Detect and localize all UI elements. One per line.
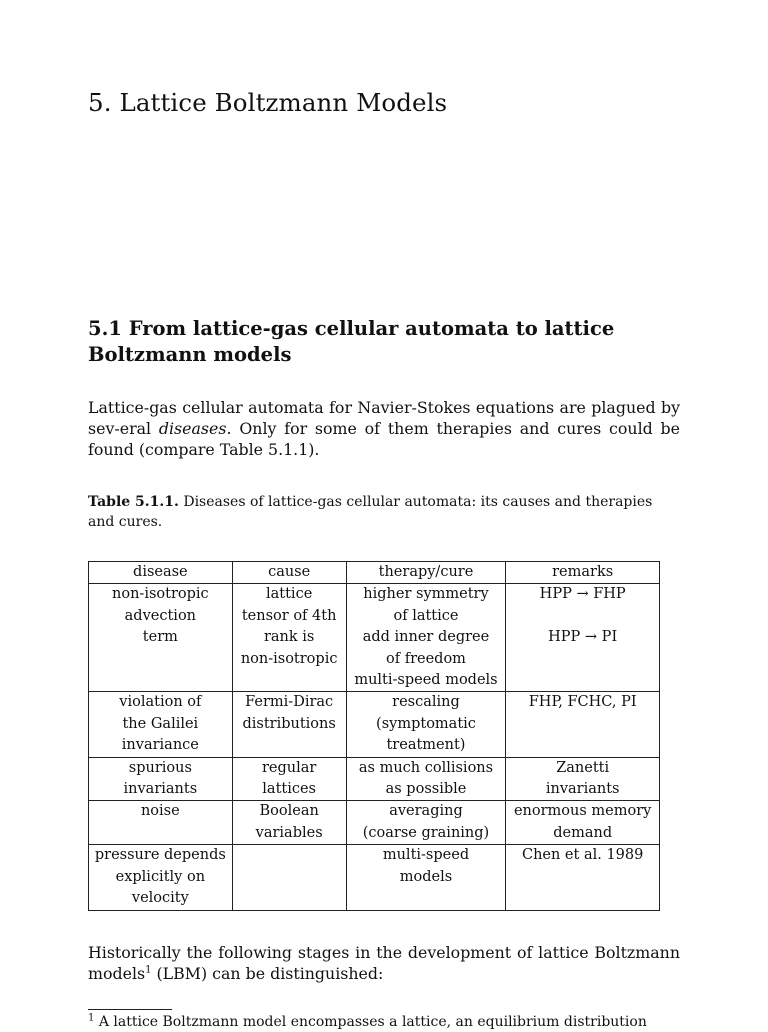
cell-remarks [506,845,660,910]
history-text-before: Historically the following stages in the development of lattice Boltzmann models [88,943,680,983]
history-paragraph [88,942,680,984]
intro-paragraph [88,397,680,460]
cell-line: Fermi-Dirac [245,694,334,711]
cell-line: distributions [242,715,336,732]
cell-line: violation of [119,694,202,711]
cell-line: models [399,868,453,885]
cell-line: averaging [389,803,463,820]
table-caption [88,492,680,532]
cell-remarks [506,801,660,845]
cell-line: of freedom [386,650,466,667]
cell-line: demand [553,824,613,841]
cell-line: rescaling [392,694,460,711]
cell-cause [232,584,346,692]
cell-line: lattices [262,781,316,798]
cell-cause [232,692,346,757]
header-cause: cause [232,562,346,584]
cell-line: term [142,629,178,646]
cell-line: rank is [263,629,315,646]
cell-therapy [346,692,506,757]
header-remarks: remarks [506,562,660,584]
cell-line [508,606,657,627]
history-text-after: (LBM) can be distinguished: [151,964,384,983]
cell-disease [89,692,233,757]
table-row [89,845,660,910]
cell-line: spurious [128,759,192,776]
cell-disease [89,845,233,910]
section-title: 5.1 From lattice-gas cellular automata to lattice Boltzmann models [88,317,615,366]
intro-text-after: . Only for some of them therapies and cures could be found (compare Table 5.1.1). [88,419,681,459]
header-therapy: therapy/cure [346,562,506,584]
table-row [89,584,660,692]
table-caption-label: Table 5.1.1. [88,494,179,510]
cell-line: (coarse graining) [362,824,490,841]
cell-line: variables [255,824,323,841]
cell-line: explicitly on [115,868,206,885]
table-row [89,757,660,801]
cell-line: pressure depends [94,847,226,864]
cell-remarks [506,757,660,801]
cell-line: enormous memory [513,803,652,820]
cell-line: as much collisions [358,759,494,776]
cell-line: velocity [131,890,189,907]
cell-therapy [346,801,506,845]
footnote-divider [88,1009,172,1010]
cell-line: Chen et al. 1989 [521,847,644,864]
cell-line: advection [124,607,197,624]
cell-line: invariants [545,781,620,798]
cell-therapy [346,584,506,692]
cell-line: noise [140,803,180,820]
cell-line: Zanetti [556,759,610,776]
table-row [89,801,660,845]
cell-line: add inner degree [362,629,490,646]
cell-line: Boolean [259,803,319,820]
cell-line: non-isotropic [112,586,209,603]
cell-line: invariance [121,737,199,754]
intro-emphasis: diseases [158,419,227,438]
cell-line: the Galilei [122,715,199,732]
cell-line: of lattice [393,607,459,624]
cell-line: tensor of 4th [241,607,337,624]
cell-line: treatment) [386,737,466,754]
header-disease: disease [89,562,233,584]
cell-line: higher symmetry [363,586,489,603]
table-caption-text: Diseases of lattice-gas cellular automata: its causes and therapies and cures. [88,494,653,530]
cell-cause [232,757,346,801]
footnote [88,1012,688,1032]
cell-line: as possible [385,781,467,798]
cell-disease [89,801,233,845]
cell-remarks [506,584,660,692]
chapter-title: 5. Lattice Boltzmann Models [88,88,448,117]
cell-line: regular [261,759,317,776]
table-header-row [89,562,660,584]
cell-remarks [506,692,660,757]
cell-line: lattice [266,586,313,603]
cell-line: non-isotropic [240,650,338,667]
cell-therapy [346,845,506,910]
cell-cause [232,845,346,910]
table-row [89,692,660,757]
cell-line: (symptomatic [376,715,476,732]
cell-line: multi-speed [382,847,470,864]
cell-line: multi-speed models [354,672,498,689]
intro-text-before: Lattice-gas cellular automata for Navier-Stokes equations are plagued by sev-eral [88,398,680,438]
footnote-text: A lattice Boltzmann model encompasses a lattice, an equilibrium distribution [98,1014,647,1030]
diseases-table [88,561,660,911]
cell-line: HPP → PI [548,629,618,646]
footnote-reference[interactable]: 1 [145,964,152,976]
cell-disease [89,757,233,801]
cell-cause [232,801,346,845]
cell-line: FHP, FCHC, PI [528,694,637,711]
cell-line: invariants [123,781,198,798]
cell-therapy [346,757,506,801]
footnote-mark: 1 [88,1012,95,1024]
cell-line: HPP → FHP [539,586,626,603]
cell-disease [89,584,233,692]
